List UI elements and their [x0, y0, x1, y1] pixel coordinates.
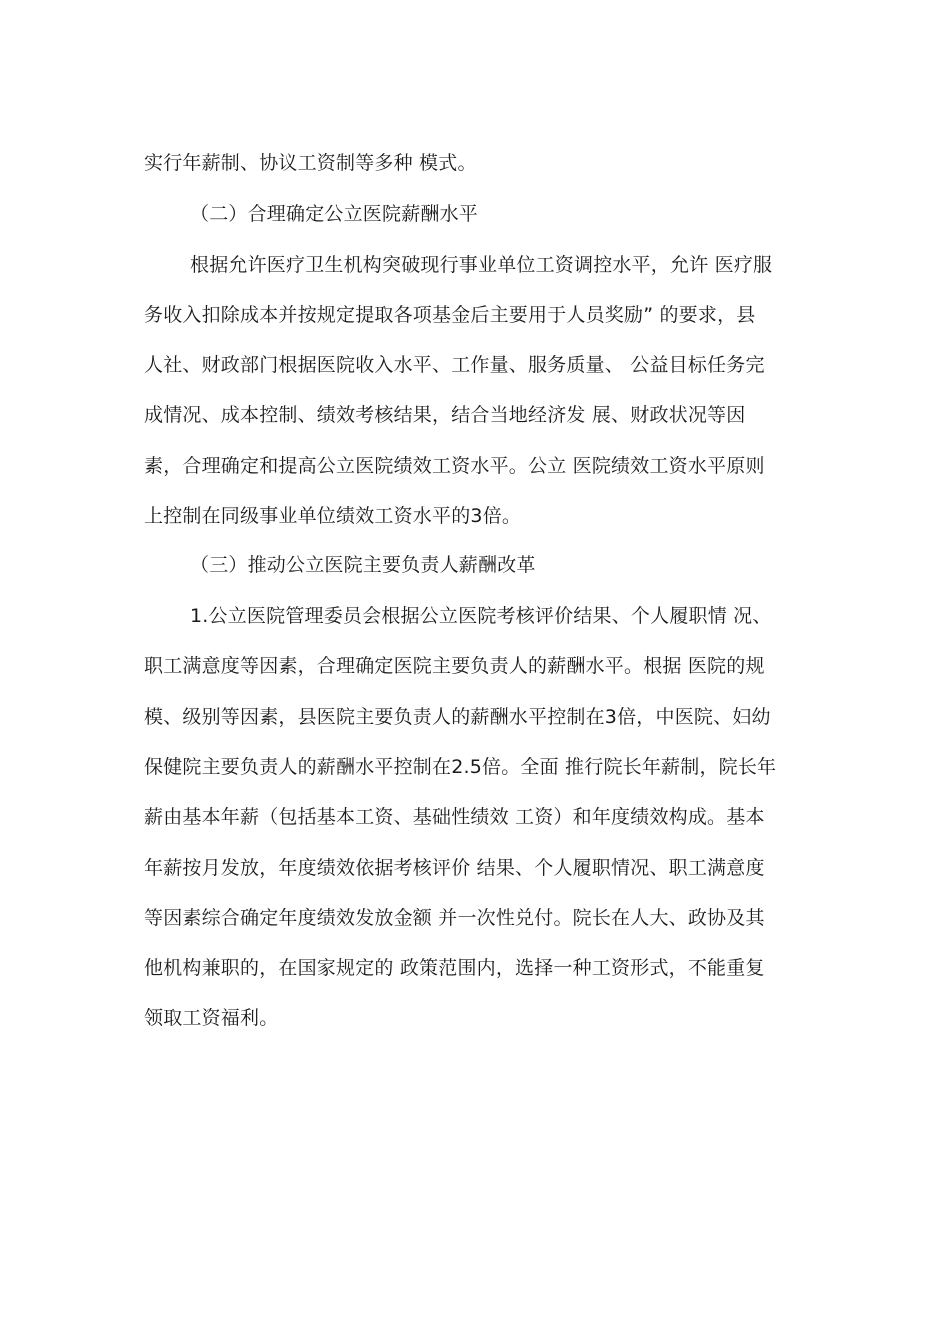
paragraph-line: 等因素综合确定年度绩效发放金额 并一次性兑付。院长在人大、政协及其	[144, 907, 765, 929]
paragraph-line: 他机构兼职的，在国家规定的 政策范围内，选择一种工资形式，不能重复	[144, 957, 765, 979]
paragraph-line: 素，合理确定和提高公立医院绩效工资水平。公立 医院绩效工资水平原则	[144, 455, 765, 477]
paragraph-line: 领取工资福利。	[144, 1007, 279, 1029]
paragraph-line: 保健院主要负责人的薪酬水平控制在2.5倍。全面 推行院长年薪制，院长年	[144, 756, 777, 778]
paragraph-line: 实行年薪制、协议工资制等多种 模式。	[144, 152, 477, 174]
paragraph-line: 模、级别等因素，县医院主要负责人的薪酬水平控制在3倍，中医院、妇幼	[144, 706, 771, 728]
section-heading: （三）推动公立医院主要负责人薪酬改革	[190, 554, 536, 576]
paragraph-line: 成情况、成本控制、绩效考核结果，结合当地经济发 展、财政状况等因	[144, 404, 746, 426]
paragraph-line: 务收入扣除成本并按规定提取各项基金后主要用于人员奖励” 的要求，县	[144, 304, 756, 326]
paragraph-line: 年薪按月发放，年度绩效依据考核评价 结果、个人履职情况、职工满意度	[144, 857, 765, 879]
paragraph-line: 职工满意度等因素，合理确定医院主要负责人的薪酬水平。根据 医院的规	[144, 655, 765, 677]
paragraph-line: 薪由基本年薪（包括基本工资、基础性绩效 工资）和年度绩效构成。基本	[144, 806, 765, 828]
paragraph-line: 根据允许医疗卫生机构突破现行事业单位工资调控水平，允许 医疗服	[190, 254, 773, 276]
paragraph-line: 人社、财政部门根据医院收入水平、工作量、服务质量、 公益目标任务完	[144, 354, 765, 376]
paragraph-line: 上控制在同级事业单位绩效工资水平的3倍。	[144, 505, 522, 527]
section-heading: （二）合理确定公立医院薪酬水平	[190, 203, 479, 225]
paragraph-line: 1.公立医院管理委员会根据公立医院考核评价结果、个人履职情 况、	[190, 605, 772, 627]
